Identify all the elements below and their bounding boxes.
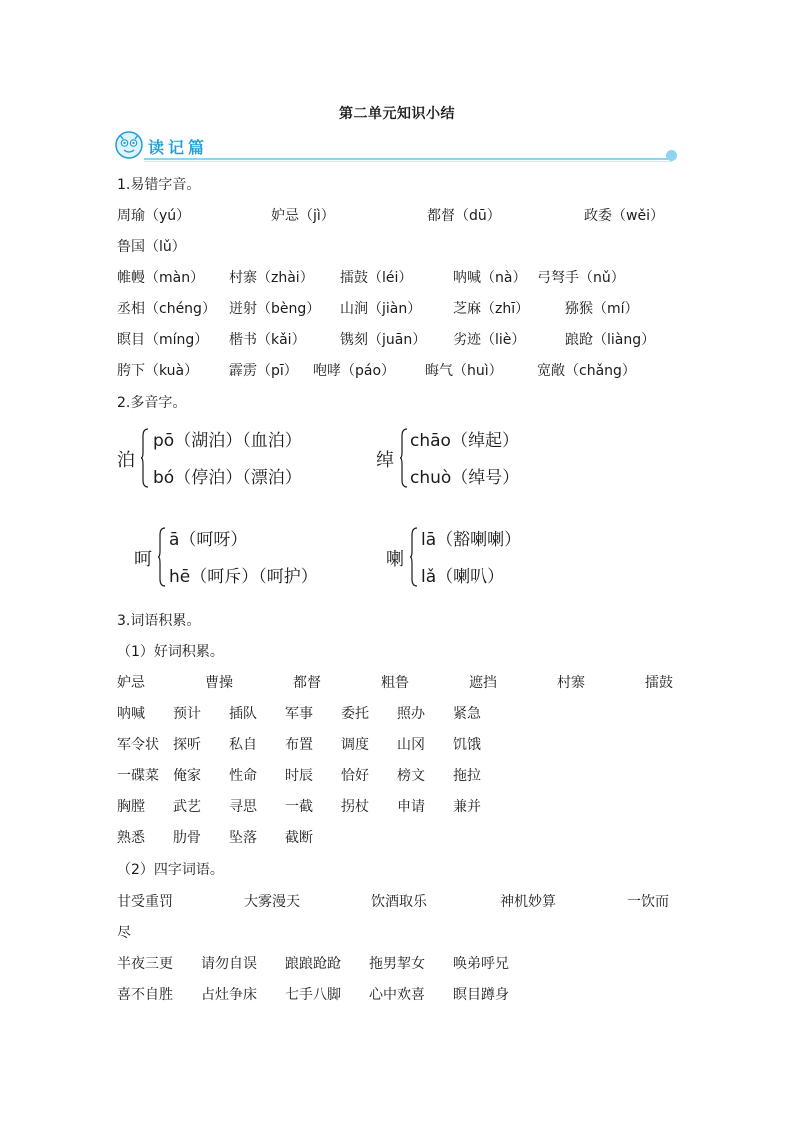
section-label: 读记篇 bbox=[148, 138, 209, 157]
list-item: 楷书（kǎi） bbox=[229, 332, 306, 348]
list-item: 呐喊（nà） bbox=[453, 270, 527, 286]
polyphone-reading: hē（呵斥）（呵护） bbox=[169, 567, 318, 587]
list-item: 村寨 bbox=[557, 675, 585, 691]
list-item: 擂鼓（léi） bbox=[340, 270, 413, 286]
list-item: 丞相（chéng） bbox=[117, 301, 216, 317]
list-item: 请勿自误 bbox=[201, 956, 257, 972]
list-item: 申请 bbox=[397, 799, 425, 815]
list-item: 一碟菜 bbox=[117, 768, 159, 784]
list-item: 委托 bbox=[341, 706, 369, 722]
list-item: 军事 bbox=[285, 706, 313, 722]
list-item: 胯下（kuà） bbox=[117, 363, 199, 379]
list-item: 肋骨 bbox=[173, 830, 201, 846]
list-item: 七手八脚 bbox=[285, 987, 341, 1003]
brace-icon bbox=[400, 428, 408, 488]
list-item: 妒忌 bbox=[117, 675, 145, 691]
list-item: 弓弩手（nǔ） bbox=[537, 270, 625, 286]
list-item: 私自 bbox=[229, 737, 257, 753]
heading-polyphones: 2.多音字。 bbox=[117, 395, 187, 411]
list-item: 拖拉 bbox=[453, 768, 481, 784]
list-item: 榜文 bbox=[397, 768, 425, 784]
list-item: 一饮而 bbox=[627, 894, 669, 910]
brace-icon bbox=[158, 527, 166, 587]
list-item: 占灶争床 bbox=[201, 987, 257, 1003]
list-item: 瞑目蹲身 bbox=[453, 987, 509, 1003]
list-item: 拖男挈女 bbox=[369, 956, 425, 972]
list-item: 山冈 bbox=[397, 737, 425, 753]
list-item: 呐喊 bbox=[117, 706, 145, 722]
list-item: 山涧（jiàn） bbox=[340, 301, 422, 317]
list-item: 预计 bbox=[173, 706, 201, 722]
list-item: 镌刻（juān） bbox=[340, 332, 427, 348]
list-item: 布置 bbox=[285, 737, 313, 753]
list-item: 神机妙算 bbox=[500, 894, 556, 910]
polyphone-char: 绰 bbox=[376, 450, 394, 471]
list-item: 甘受重罚 bbox=[117, 894, 173, 910]
list-item: 粗鲁 bbox=[381, 675, 409, 691]
list-item: 寻思 bbox=[229, 799, 257, 815]
list-item: 饮酒取乐 bbox=[371, 894, 427, 910]
heading-vocabulary: 3.词语积累。 bbox=[117, 613, 201, 629]
list-item: 插队 bbox=[229, 706, 257, 722]
list-item: 擂鼓 bbox=[645, 675, 673, 691]
list-item: 霹雳（pī） bbox=[229, 363, 298, 379]
polyphone-group bbox=[134, 523, 364, 593]
list-item: 咆哮（páo） bbox=[313, 363, 396, 379]
list-item: 大雾漫天 bbox=[244, 894, 300, 910]
list-item: 照办 bbox=[397, 706, 425, 722]
list-item: 唤弟呼兄 bbox=[453, 956, 509, 972]
list-item: 鲁国（lǔ） bbox=[117, 239, 186, 255]
list-item: 半夜三更 bbox=[117, 956, 173, 972]
list-item: 尽 bbox=[117, 925, 131, 941]
polyphone-group bbox=[117, 424, 347, 494]
list-item: 恰好 bbox=[341, 768, 369, 784]
list-item: 胸膛 bbox=[117, 799, 145, 815]
list-item: 遮挡 bbox=[469, 675, 497, 691]
list-item: 曹操 bbox=[205, 675, 233, 691]
list-item: 拐杖 bbox=[341, 799, 369, 815]
polyphone-reading: ā（呵呀） bbox=[169, 530, 248, 550]
banner-rule-thin bbox=[144, 161, 672, 162]
heading-pronunciation: 1.易错字音。 bbox=[117, 177, 201, 193]
list-item: 调度 bbox=[341, 737, 369, 753]
list-item: 都督（dū） bbox=[427, 208, 501, 224]
polyphone-reading: pō（湖泊）（血泊） bbox=[153, 431, 302, 451]
list-item: 熟悉 bbox=[117, 830, 145, 846]
list-item: 周瑜（yú） bbox=[117, 208, 191, 224]
list-item: 俺家 bbox=[173, 768, 201, 784]
list-item: 猕猴（mí） bbox=[565, 301, 639, 317]
subheading-idioms: （2）四字词语。 bbox=[117, 862, 224, 878]
list-item: 饥饿 bbox=[453, 737, 481, 753]
polyphone-char: 喇 bbox=[386, 549, 404, 570]
polyphone-char: 呵 bbox=[134, 549, 152, 570]
polyphone-reading: lǎ（喇叭） bbox=[421, 567, 505, 587]
list-item: 一截 bbox=[285, 799, 313, 815]
polyphone-reading: chāo（绰起） bbox=[410, 431, 519, 451]
list-item: 时辰 bbox=[285, 768, 313, 784]
list-item: 都督 bbox=[293, 675, 321, 691]
list-item: 瞑目（míng） bbox=[117, 332, 209, 348]
page-title: 第二单元知识小结 bbox=[339, 106, 455, 122]
list-item: 劣迹（liè） bbox=[453, 332, 526, 348]
section-banner bbox=[114, 128, 680, 164]
list-item: 踉踉跄跄 bbox=[285, 956, 341, 972]
list-item: 心中欢喜 bbox=[369, 987, 425, 1003]
list-item: 探听 bbox=[173, 737, 201, 753]
brace-icon bbox=[141, 428, 149, 488]
list-item: 宽敞（chǎng） bbox=[537, 363, 636, 379]
list-item: 帷幔（màn） bbox=[117, 270, 205, 286]
list-item: 村寨（zhài） bbox=[229, 270, 314, 286]
list-item: 坠落 bbox=[229, 830, 257, 846]
list-item: 芝麻（zhī） bbox=[453, 301, 530, 317]
list-item: 军令状 bbox=[117, 737, 159, 753]
list-item: 迸射（bèng） bbox=[229, 301, 321, 317]
polyphone-group bbox=[376, 424, 576, 494]
polyphone-group bbox=[386, 523, 586, 593]
list-item: 妒忌（jì） bbox=[271, 208, 335, 224]
polyphone-reading: bó（停泊）（漂泊） bbox=[153, 468, 302, 488]
list-item: 性命 bbox=[229, 768, 257, 784]
list-item: 紧急 bbox=[453, 706, 481, 722]
mascot-icon bbox=[114, 130, 144, 160]
banner-dot-icon bbox=[666, 150, 677, 161]
polyphone-char: 泊 bbox=[117, 450, 135, 471]
list-item: 晦气（huì） bbox=[425, 363, 503, 379]
list-item: 政委（wěi） bbox=[584, 208, 664, 224]
list-item: 兼并 bbox=[453, 799, 481, 815]
polyphone-reading: lā（豁喇喇） bbox=[421, 530, 522, 550]
list-item: 武艺 bbox=[173, 799, 201, 815]
list-item: 截断 bbox=[285, 830, 313, 846]
brace-icon bbox=[410, 527, 418, 587]
list-item: 喜不自胜 bbox=[117, 987, 173, 1003]
subheading-good-words: （1）好词积累。 bbox=[117, 644, 224, 660]
list-item: 踉跄（liàng） bbox=[565, 332, 656, 348]
polyphone-reading: chuò（绰号） bbox=[410, 468, 520, 488]
banner-rule bbox=[144, 158, 672, 160]
